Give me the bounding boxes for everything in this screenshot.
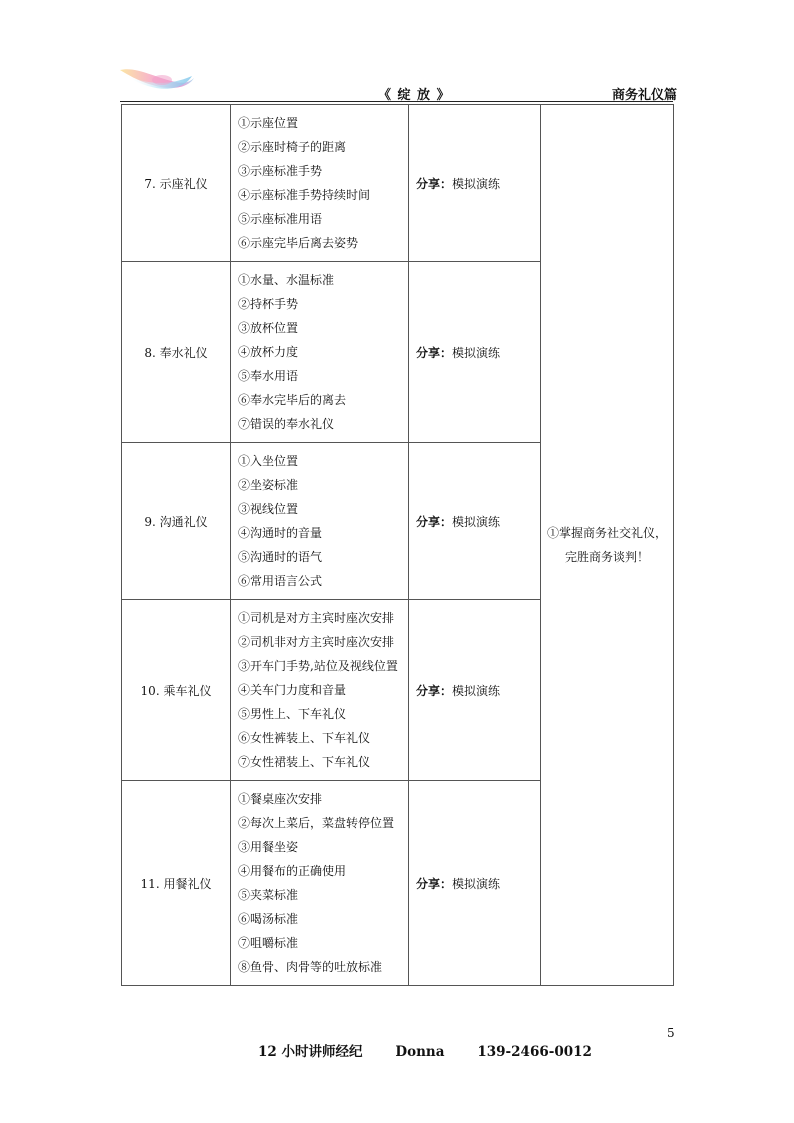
list-item: ②示座时椅子的距离 xyxy=(238,140,347,154)
list-item: ⑤沟通时的语气 xyxy=(238,550,323,564)
goal-line: 完胜商务谈判！ xyxy=(564,550,649,564)
list-item: ①入坐位置 xyxy=(238,454,299,468)
method-label: 分享： xyxy=(416,514,453,529)
list-item: ⑦错误的奉水礼仪 xyxy=(238,417,335,431)
method-text: 模拟演练 xyxy=(452,345,501,360)
list-item: ③开车门手势,站位及视线位置 xyxy=(238,659,398,673)
decorative-swoosh-logo xyxy=(116,58,196,98)
method-text: 模拟演练 xyxy=(452,683,501,698)
list-item: ④放杯力度 xyxy=(238,345,299,359)
method-text: 模拟演练 xyxy=(452,176,501,191)
points-cell xyxy=(231,262,409,443)
method-label: 分享： xyxy=(416,683,453,698)
list-item: ⑧鱼骨、肉骨等的吐放标准 xyxy=(238,960,383,974)
list-item: ①水量、水温标准 xyxy=(238,273,335,287)
course-outline-table xyxy=(121,104,674,986)
table-row xyxy=(122,105,674,262)
list-item: ⑥奉水完毕后的离去 xyxy=(238,393,347,407)
points-cell xyxy=(231,105,409,262)
list-item: ⑥女性裤装上、下车礼仪 xyxy=(238,731,371,745)
topic-cell: 7. 示座礼仪 xyxy=(122,105,231,262)
list-item: ②司机非对方主宾时座次安排 xyxy=(238,635,395,649)
list-item: ③用餐坐姿 xyxy=(238,840,299,854)
topic-cell: 10. 乘车礼仪 xyxy=(122,600,231,781)
method-cell xyxy=(409,105,541,262)
list-item: ②每次上菜后，菜盘转停位置 xyxy=(238,816,395,830)
header-title: 《 绽 放 》 xyxy=(378,88,451,103)
goal-line: ①掌握商务社交礼仪， xyxy=(546,526,667,540)
list-item: ④沟通时的音量 xyxy=(238,526,323,540)
list-item: ⑥常用语言公式 xyxy=(238,574,323,588)
page-number: 5 xyxy=(667,1026,675,1040)
list-item: ⑦女性裙装上、下车礼仪 xyxy=(238,755,371,769)
header-divider xyxy=(120,101,673,102)
list-item: ①司机是对方主宾时座次安排 xyxy=(238,611,395,625)
points-cell xyxy=(231,781,409,986)
list-item: ⑥喝汤标准 xyxy=(238,912,299,926)
list-item: ③放杯位置 xyxy=(238,321,299,335)
list-item: ⑤示座标准用语 xyxy=(238,212,323,226)
method-cell xyxy=(409,600,541,781)
list-item: ⑤夹菜标准 xyxy=(238,888,299,902)
list-item: ⑥示座完毕后离去姿势 xyxy=(238,236,359,250)
topic-cell: 9. 沟通礼仪 xyxy=(122,443,231,600)
list-item: ①餐桌座次安排 xyxy=(238,792,323,806)
method-label: 分享： xyxy=(416,876,453,891)
points-cell xyxy=(231,443,409,600)
method-text: 模拟演练 xyxy=(452,876,501,891)
list-item: ②持杯手势 xyxy=(238,297,299,311)
footer-contact: 12 小时讲师经纪 Donna 139-2466-0012 xyxy=(258,1044,592,1060)
list-item: ⑤男性上、下车礼仪 xyxy=(238,707,347,721)
method-label: 分享： xyxy=(416,176,453,191)
list-item: ③视线位置 xyxy=(238,502,299,516)
list-item: ④示座标准手势持续时间 xyxy=(238,188,371,202)
list-item: ⑦咀嚼标准 xyxy=(238,936,299,950)
list-item: ③示座标准手势 xyxy=(238,164,323,178)
topic-cell: 11. 用餐礼仪 xyxy=(122,781,231,986)
header-section-name: 商务礼仪篇 xyxy=(612,88,678,103)
points-cell xyxy=(231,600,409,781)
list-item: ②坐姿标准 xyxy=(238,478,299,492)
list-item: ④用餐布的正确使用 xyxy=(238,864,347,878)
method-cell xyxy=(409,443,541,600)
method-cell xyxy=(409,781,541,986)
method-cell xyxy=(409,262,541,443)
list-item: ⑤奉水用语 xyxy=(238,369,299,383)
topic-cell: 8. 奉水礼仪 xyxy=(122,262,231,443)
list-item: ④关车门力度和音量 xyxy=(238,683,347,697)
list-item: ①示座位置 xyxy=(238,116,299,130)
goal-cell xyxy=(541,105,674,986)
method-text: 模拟演练 xyxy=(452,514,501,529)
method-label: 分享： xyxy=(416,345,453,360)
